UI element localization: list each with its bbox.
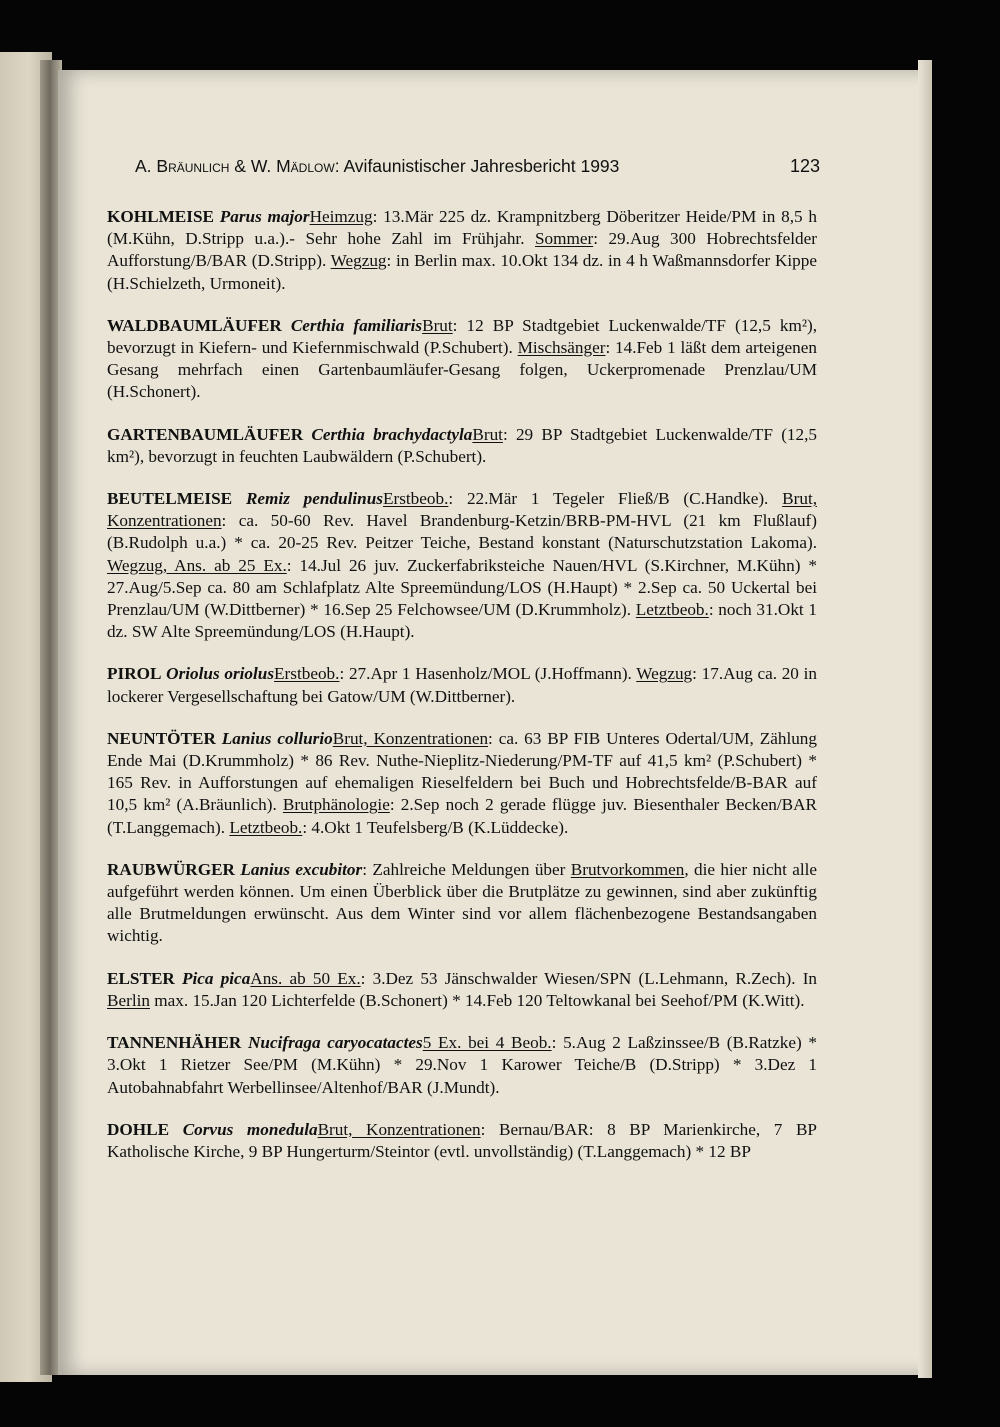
scientific-name: Certhia familiaris	[290, 315, 423, 335]
section-label: Wegzug	[636, 664, 693, 684]
entry-text: : 2.Sep noch 2 gerade flügge juv. Biesenthaler Becken/BAR (T.Langgemach).	[107, 795, 817, 837]
species-entry	[107, 488, 817, 643]
entry-text: : in Berlin max. 10.Okt 134 dz. in 4 h Waßmannsdorfer Kippe (H.Schielzeth, Urmoneit).	[107, 251, 817, 293]
species-entries	[107, 206, 817, 1183]
species-entry	[107, 728, 817, 839]
species-entry	[107, 1032, 817, 1099]
species-name: TANNENHÄHER	[107, 1033, 242, 1053]
scientific-name: Corvus monedula	[182, 1119, 318, 1139]
section-label: Brutphänologie	[282, 795, 390, 815]
species-entry	[107, 315, 817, 404]
scientific-name: Nucifraga caryocatactes	[248, 1033, 423, 1053]
species-name: ELSTER	[107, 968, 175, 988]
entry-text: : ca. 63 BP FIB Unteres Odertal/UM, Zählung Ende Mai (D.Krummholz) * 86 Rev. Nuthe-Nieplitz-Niederung/PM-TF auf 41,5 km² (P.Schubert) * 165 Rev. in Aufforstungen auf ehemaligen Rieselfeldern bei Buch und Hobrechtsfelde/B-BAR auf 10,5 km² (A.Bräunlich).	[107, 728, 817, 815]
report-title: : Avifaunistischer Jahresbericht 1993	[334, 156, 620, 176]
scientific-name: Oriolus oriolus	[166, 664, 275, 684]
entry-text: : 29 BP Stadtgebiet Luckenwalde/TF (12,5 km²), bevorzugt in feuchten Laubwäldern (P.Schubert).	[107, 424, 818, 466]
section-label: Brut, Konzentrationen	[332, 728, 489, 748]
scientific-name: Lanius excubitor	[240, 859, 363, 879]
section-label: Letztbeob.	[635, 600, 709, 620]
author-separator: &	[229, 156, 251, 176]
entry-text: : 13.Mär 225 dz. Krampnitzberg Döberitzer Heide/PM in 8,5 h (M.Kühn, D.Stripp u.a.).- Sehr hohe Zahl im Frühjahr.	[107, 207, 818, 249]
species-name: GARTENBAUMLÄUFER	[107, 424, 304, 444]
species-entry	[107, 663, 817, 707]
species-entry	[107, 968, 817, 1012]
scientific-name: Lanius collurio	[221, 728, 333, 748]
running-title	[135, 156, 619, 177]
section-label: Brut, Konzentrationen	[107, 489, 818, 531]
entry-text: : 4.Okt 1 Teufelsberg/B (K.Lüddecke).	[302, 817, 569, 837]
species-entry	[107, 859, 817, 948]
entry-text: : 14.Feb 1 läßt dem arteigenen Gesang mehrfach einen Gartenbaumläufer-Gesang folgen, Uckerpromenade Prenzlau/UM (H.Schonert).	[107, 338, 817, 402]
scientific-name: Pica pica	[182, 968, 251, 988]
species-entry	[107, 424, 817, 468]
species-name: RAUBWÜRGER	[107, 859, 235, 879]
species-name: KOHLMEISE	[107, 207, 214, 226]
section-label: Heimzug	[309, 207, 373, 226]
entry-text: : 22.Mär 1 Tegeler Fließ/B (C.Handke).	[448, 489, 783, 509]
running-header	[135, 156, 820, 184]
entry-text: : 17.Aug ca. 20 in lockerer Vergesellschaftung bei Gatow/UM (W.Dittberner).	[107, 664, 817, 706]
species-entry	[107, 206, 817, 295]
species-name: NEUNTÖTER	[107, 728, 216, 748]
species-name: BEUTELMEISE	[107, 489, 233, 509]
page-number: 123	[789, 156, 820, 176]
species-entry	[107, 1119, 817, 1163]
section-label: Mischsänger	[517, 338, 606, 358]
section-label: Erstbeob.	[274, 664, 340, 684]
section-label: Erstbeob.	[382, 489, 449, 509]
page-right-edge	[918, 60, 932, 1378]
species-name: WALDBAUMLÄUFER	[107, 315, 282, 335]
section-label: Sommer	[534, 229, 594, 249]
section-label: Berlin	[107, 990, 150, 1010]
species-name: PIROL	[107, 664, 162, 684]
section-label: Brut	[422, 315, 453, 335]
section-label: Brutvorkommen	[570, 859, 685, 879]
entry-text: , die hier nicht alle aufgeführt werden können. Um einen Überblick über die Brutplätze zu gewinnen, sind aber zukünftig alle Brutmeldungen erwünscht. Aus dem Winter sind vor allem flächenbezogene Bestandsangaben wichtig.	[107, 859, 818, 946]
scientific-name: Remiz pendulinus	[245, 489, 383, 509]
entry-text: : Zahlreiche Meldungen über	[362, 859, 571, 879]
entry-text: : 5.Aug 2 Laßzinssee/B (B.Ratzke) * 3.Okt 1 Rietzer See/PM (M.Kühn) * 29.Nov 1 Karower Teiche/B (D.Stripp) * 3.Dez 1 Autobahnabfahrt Werbellinsee/Altenhof/BAR (J.Mundt).	[107, 1033, 817, 1097]
author-2: W. Mädlow	[250, 156, 335, 176]
entry-text: : 29.Aug 300 Hobrechtsfelder Aufforstung/B/BAR (D.Stripp).	[107, 229, 817, 271]
author-1: A. Bräunlich	[135, 156, 230, 176]
section-label: Wegzug, Ans. ab 25 Ex.	[107, 555, 287, 575]
section-label: Wegzug	[330, 251, 387, 271]
entry-text: : Bernau/BAR: 8 BP Marienkirche, 7 BP Katholische Kirche, 9 BP Hungerturm/Steintor (evtl. unvollständig) (T.Langgemach) * 12 BP	[107, 1119, 817, 1161]
entry-text: : 12 BP Stadtgebiet Luckenwalde/TF (12,5 km²), bevorzugt in Kiefern- und Kiefernmischwald (P.Schubert).	[107, 315, 817, 358]
section-label: Ans. ab 50 Ex.	[250, 968, 361, 988]
species-name: DOHLE	[107, 1119, 170, 1139]
entry-text: : 27.Apr 1 Hasenholz/MOL (J.Hoffmann).	[339, 664, 637, 684]
section-label: Brut, Konzentrationen	[317, 1119, 481, 1139]
scientific-name: Parus major	[219, 207, 310, 226]
entry-text: : 14.Jul 26 juv. Zuckerfabriksteiche Nauen/HVL (S.Kirchner, M.Kühn) * 27.Aug/5.Sep ca. 80 am Schlafplatz Alte Spreemündung/LOS (H.Haupt) * 2.Sep ca. 50 Uckertal bei Prenzlau/UM (W.Dittberner) * 16.Sep 25 Felchowsee/UM (D.Krummholz).	[107, 555, 817, 620]
entry-text: : 3.Dez 53 Jänschwalder Wiesen/SPN (L.Lehmann, R.Zech). In	[360, 968, 818, 988]
scientific-name: Certhia brachydactyla	[311, 424, 473, 444]
section-label: 5 Ex. bei 4 Beob.	[422, 1033, 552, 1053]
entry-text: max. 15.Jan 120 Lichterfelde (B.Schonert) * 14.Feb 120 Teltowkanal bei Seehof/PM (K.Witt).	[149, 990, 805, 1010]
entry-text: : ca. 50-60 Rev. Havel Brandenburg-Ketzin/BRB-PM-HVL (21 km Flußlauf) (B.Rudolph u.a.) * ca. 20-25 Rev. Peitzer Teiche, Bestand konstant (Naturschutzstation Lakoma).	[107, 511, 817, 553]
entry-text: : noch 31.Okt 1 dz. SW Alte Spreemündung/LOS (H.Haupt).	[107, 600, 817, 642]
section-label: Letztbeob.	[229, 817, 303, 837]
section-label: Brut	[472, 424, 503, 444]
